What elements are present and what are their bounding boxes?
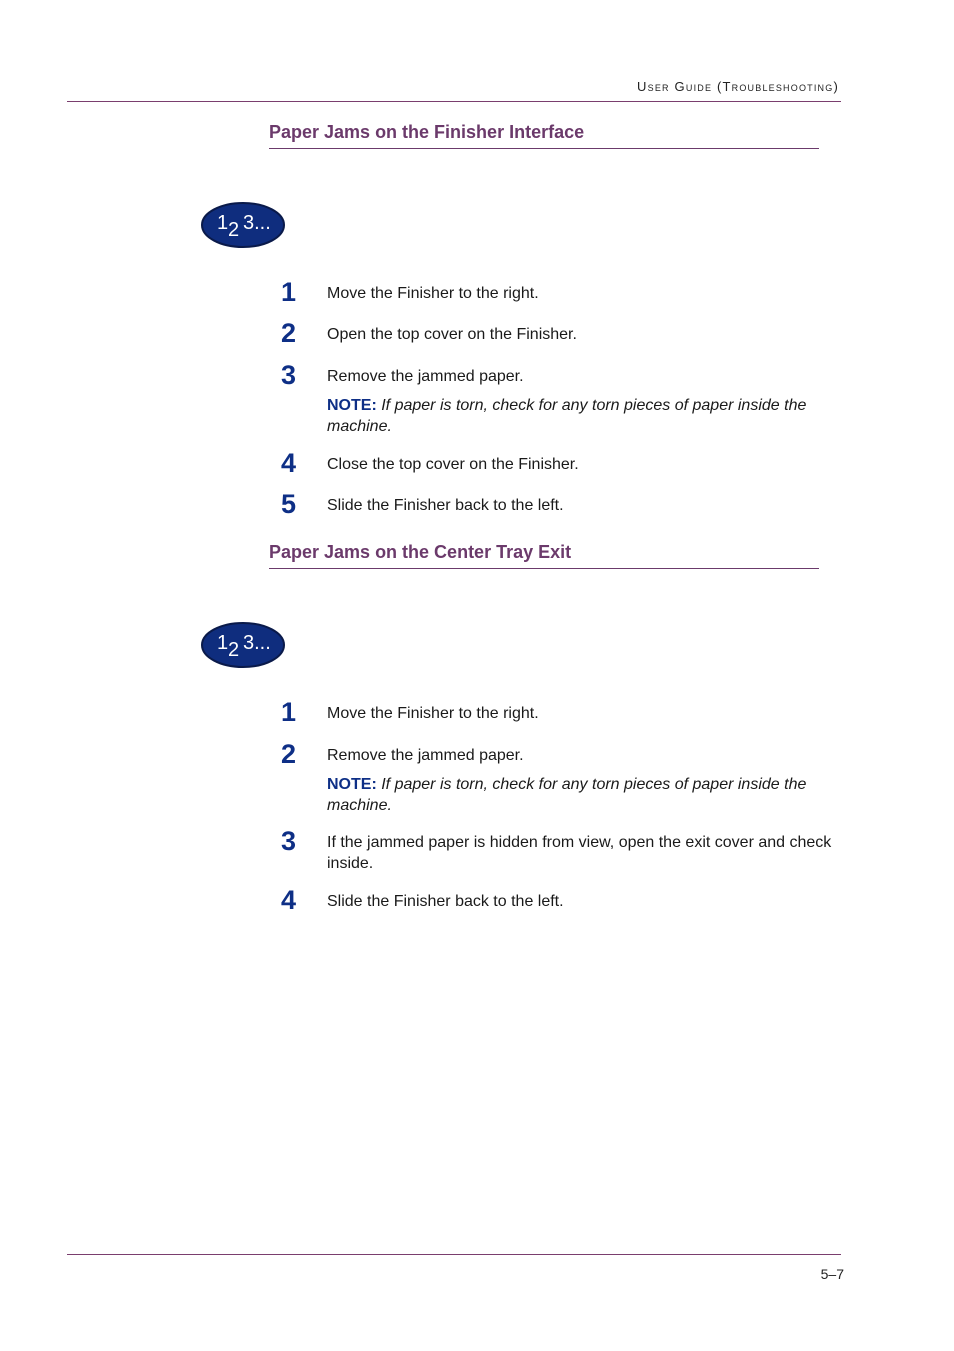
step-number: 2 <box>281 739 297 769</box>
step-text: Remove the jammed paper. <box>327 747 524 764</box>
badge-digit-two: 2 <box>228 639 240 661</box>
procedure-steps-icon <box>200 201 286 249</box>
badge-digit-two: 2 <box>228 219 240 241</box>
step-text: Remove the jammed paper. <box>327 368 524 385</box>
step-text: Move the Finisher to the right. <box>327 705 539 722</box>
header-rule <box>67 101 841 102</box>
step-text: Move the Finisher to the right. <box>327 285 539 302</box>
step-number: 1 <box>281 277 297 307</box>
note <box>327 395 837 437</box>
step-text: If the jammed paper is hidden from view, open the exit cover and check inside. <box>327 834 832 872</box>
step-number: 4 <box>281 885 297 915</box>
badge-digit-one: 1 <box>217 632 229 654</box>
note-label: NOTE: <box>327 776 377 793</box>
badge-digit-three: 3... <box>243 212 271 234</box>
step-text: Close the top cover on the Finisher. <box>327 456 579 473</box>
section-title-center-tray-exit: Paper Jams on the Center Tray Exit <box>269 541 819 569</box>
step-text: Open the top cover on the Finisher. <box>327 326 577 343</box>
page-number: 5–7 <box>820 1266 844 1282</box>
running-header: User Guide (Troubleshooting) <box>637 79 839 94</box>
badge-digit-one: 1 <box>217 212 229 234</box>
note-text: If paper is torn, check for any torn pieces of paper inside the machine. <box>327 397 807 435</box>
step-text: Slide the Finisher back to the left. <box>327 497 564 514</box>
step-number: 5 <box>281 489 297 519</box>
step-number: 3 <box>281 826 297 856</box>
badge-digit-three: 3... <box>243 632 271 654</box>
note-label: NOTE: <box>327 397 377 414</box>
step-text: Slide the Finisher back to the left. <box>327 893 564 910</box>
step-number: 1 <box>281 697 297 727</box>
step-number: 2 <box>281 318 297 348</box>
section-title-finisher-interface: Paper Jams on the Finisher Interface <box>269 121 819 149</box>
note <box>327 774 837 816</box>
step-number: 4 <box>281 448 297 478</box>
footer-rule <box>67 1254 841 1255</box>
note-text: If paper is torn, check for any torn pieces of paper inside the machine. <box>327 776 807 814</box>
step-number: 3 <box>281 360 297 390</box>
procedure-steps-icon <box>200 621 286 669</box>
